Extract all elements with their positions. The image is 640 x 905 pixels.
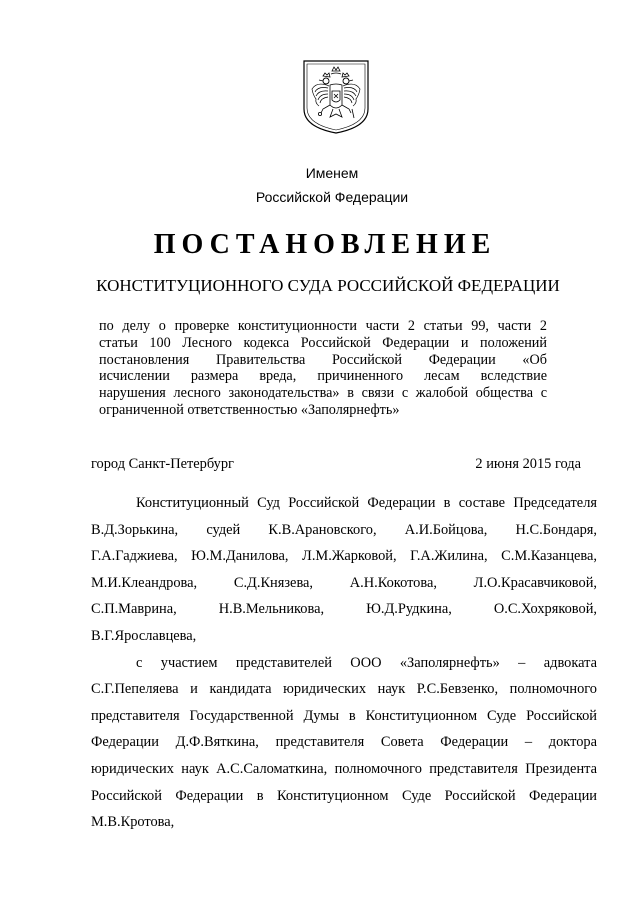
body-line: В.Г.Ярославцева, — [91, 627, 197, 644]
body-line: М.И.Клеандрова, С.Д.Князева, А.Н.Кокотова, Л.О.Красавчиковой, — [91, 574, 597, 591]
issuer-title: КОНСТИТУЦИОННОГО СУДА РОССИЙСКОЙ ФЕДЕРАЦИИ — [96, 276, 560, 295]
body-line: С.П.Маврина, Н.В.Мельникова, Ю.Д.Рудкина, О.С.Хохряковой, — [91, 601, 597, 618]
body-line: Г.А.Гаджиева, Ю.М.Данилова, Л.М.Жарковой, Г.А.Жилина, С.М.Казанцева, — [91, 548, 597, 565]
body-line: В.Д.Зорькина, судей К.В.Арановского, А.И.Бойцова, Н.С.Бондаря, — [91, 521, 597, 538]
case-subject-line: исчислении размера вреда, причиненного лесам вследствие — [99, 368, 547, 385]
case-subject-line: ограниченной ответственностью «Заполярнефть» — [99, 401, 400, 418]
body-line: Российской Федерации в Конституционном Суде Российской Федерации — [91, 787, 597, 804]
document-body — [91, 490, 597, 836]
body-line: Федерации Д.Ф.Вяткина, представителя Совета Федерации – доктора — [91, 734, 597, 751]
paragraph-court-composition — [91, 490, 597, 650]
case-subject — [99, 318, 547, 419]
place-date-row — [91, 455, 581, 473]
body-line: Конституционный Суд Российской Федерации в составе Председателя — [136, 495, 597, 511]
date: 2 июня 2015 года — [475, 456, 581, 472]
body-line: М.В.Кротова, — [91, 814, 175, 831]
invocation-line-2: Российской Федерации — [255, 189, 409, 205]
body-line: С.Г.Пепеляева и кандидата юридических наук Р.С.Бевзенко, полномочного — [91, 681, 597, 698]
body-line: представителя Государственной Думы в Конституционном Суде Российской — [91, 707, 597, 724]
case-subject-line: статьи 100 Лесного кодекса Российской Федерации и положений — [99, 334, 547, 351]
coat-of-arms-emblem — [301, 59, 371, 135]
body-line: юридических наук А.С.Саломаткина, полномочного представителя Президента — [91, 760, 597, 777]
body-line: с участием представителей ООО «Заполярнефть» – адвоката — [136, 654, 597, 671]
case-subject-line: постановления Правительства Российской Федерации «Об — [99, 351, 547, 368]
document-type-title: ПОСТАНОВЛЕНИЕ — [153, 229, 497, 260]
invocation-line-1: Именем — [305, 165, 359, 181]
paragraph-participants — [91, 650, 597, 836]
city: город Санкт-Петербург — [91, 456, 234, 472]
case-subject-line: по делу о проверке конституционности части 2 статьи 99, части 2 — [99, 318, 547, 334]
double-headed-eagle-icon — [301, 59, 371, 135]
case-subject-line: нарушения лесного законодательства» в связи с жалобой общества с — [99, 385, 547, 402]
